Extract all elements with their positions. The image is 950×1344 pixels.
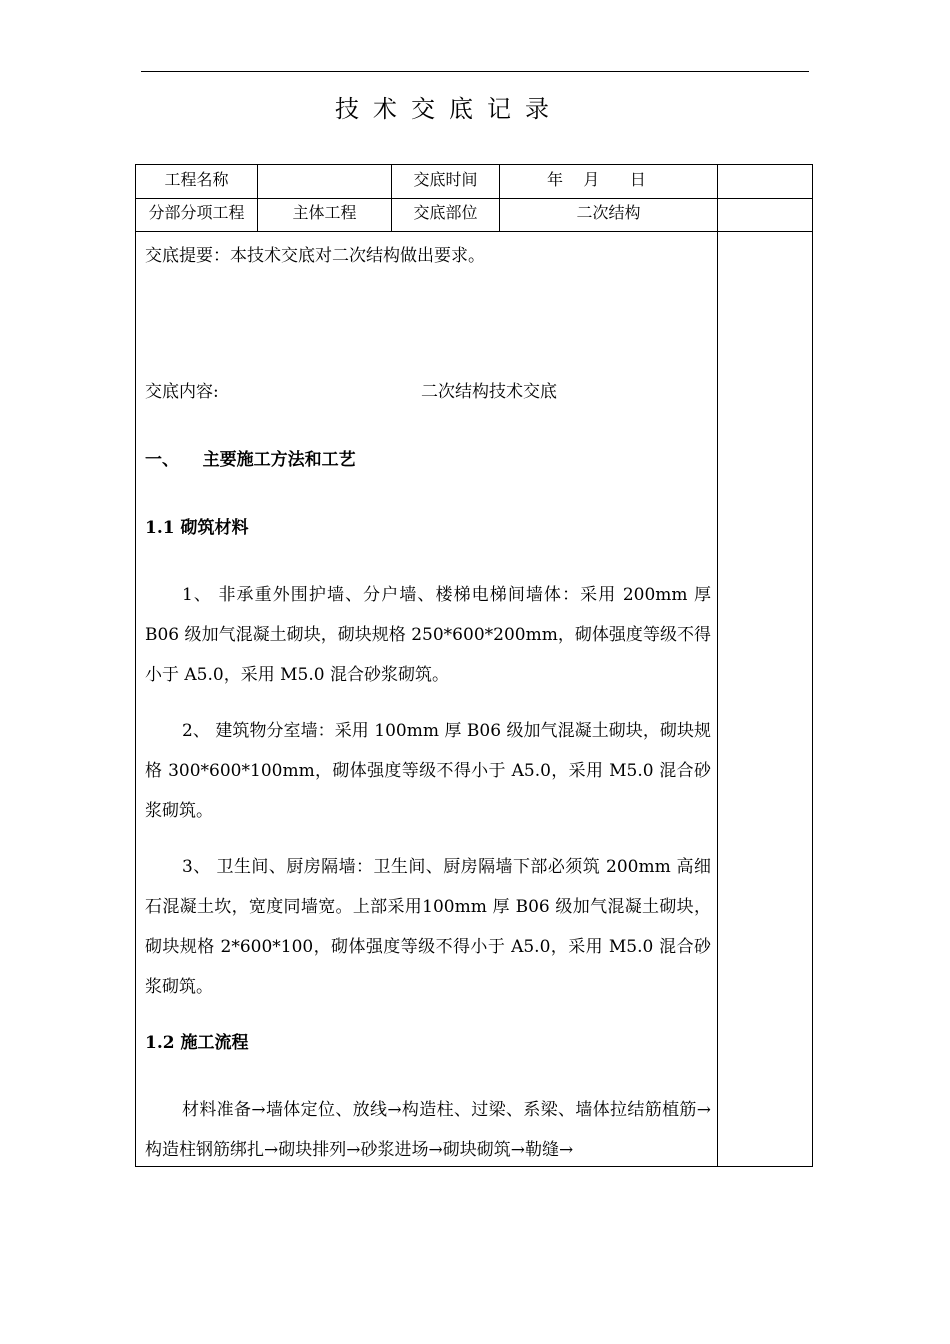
content-label: 交底内容: xyxy=(145,382,219,402)
material-item: 3、 卫生间、厨房隔墙：卫生间、厨房隔墙下部必须筑 200mm 高细石混凝土坎，宽度同墙宽。上部采用100mm 厚 B06 级加气混凝土砌块，砌块规格 2*600*100，砌体强度等级不得小于 A5.0，采用 M5.0 混合砂浆砌筑。 xyxy=(145,857,711,997)
subsection-heading: 1.2 施工流程 xyxy=(145,1033,249,1053)
table-row-divider xyxy=(135,198,813,199)
material-item: 1、 非承重外围护墙、分户墙、楼梯电梯间墙体：采用 200mm 厚 B06 级加气混凝土砌块，砌块规格 250*600*200mm，砌体强度等级不得小于 A5.0，采用 M5.0 混合砂浆砌筑。 xyxy=(145,585,711,685)
summary-text: 交底提要：本技术交底对二次结构做出要求。 xyxy=(145,246,485,266)
table-row-divider xyxy=(135,231,813,232)
document-title: 技术交底记录 xyxy=(335,95,563,123)
subsection-heading: 1.1 砌筑材料 xyxy=(145,518,249,538)
table-column-divider xyxy=(717,164,718,1167)
location-label: 交底部位 xyxy=(413,203,478,222)
location-value: 二次结构 xyxy=(576,203,641,222)
content-heading: 二次结构技术交底 xyxy=(421,382,557,402)
process-flow-text: 材料准备→墙体定位、放线→构造柱、过梁、系梁、墙体拉结筋植筋→构造柱钢筋绑扎→砌块排列→砂浆进场→砌块砌筑→勒缝→ xyxy=(145,1100,711,1160)
material-item: 2、 建筑物分室墙：采用 100mm 厚 B06 级加气混凝土砌块，砌块规格 300*600*100mm，砌体强度等级不得小于 A5.0，采用 M5.0 混合砂浆砌筑。 xyxy=(145,721,711,821)
top-rule xyxy=(141,71,809,72)
time-value: 年 月 日 xyxy=(547,170,646,189)
table-border-top xyxy=(135,164,813,165)
division-label: 分部分项工程 xyxy=(148,203,245,222)
section-heading: 一、 主要施工方法和工艺 xyxy=(145,450,356,470)
project-name-label: 工程名称 xyxy=(164,170,229,189)
table-border-right xyxy=(812,164,813,1167)
table-border-left xyxy=(135,164,136,1167)
time-label: 交底时间 xyxy=(413,170,478,189)
division-value: 主体工程 xyxy=(292,203,357,222)
